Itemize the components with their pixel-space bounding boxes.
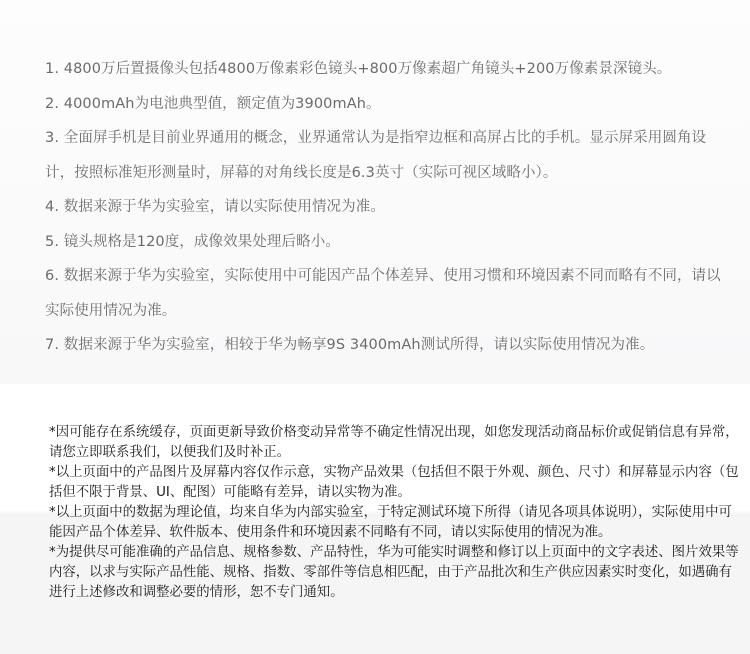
footnote-item: 4. 数据来源于华为实验室，请以实际使用情况为准。 (45, 199, 385, 215)
disclaimer-block (49, 423, 742, 603)
disclaimer-paragraph: *为提供尽可能准确的产品信息、规格参数、产品特性，华为可能实时调整和修订以上页面中的文字表述、图片效果等内容，以求与实际产品性能、规格、指数、零部件等信息相匹配，由于产品批次和生产供应因素实时变化，如遇确有进行上述修改和调整必要的情形，恕不专门通知。 (49, 545, 739, 600)
footnote-item: 3. 全面屏手机是目前业界通用的概念，业界通常认为是指窄边框和高屏占比的手机。显示屏采用圆角设计，按照标准矩形测量时，屏幕的对角线长度是6.3英寸（实际可视区域略小）。 (45, 130, 707, 181)
footnote-item: 5. 镜头规格是120度，成像效果处理后略小。 (45, 233, 340, 250)
disclaimer-paragraph: *以上页面中的数据为理论值，均来自华为内部实验室，于特定测试环境下所得（请见各项具体说明），实际使用中可能因产品个体差异、软件版本、使用条件和环境因素不同略有不同，请以实际使用的情况为准。 (49, 505, 732, 540)
footnote-item: 7. 数据来源于华为实验室，相较于华为畅享9S 3400mAh测试所得，请以实际使用情况为准。 (45, 337, 655, 353)
footnote-item: 2. 4000mAh为电池典型值，额定值为3900mAh。 (45, 95, 381, 112)
footnote-item: 6. 数据来源于华为实验室，实际使用中可能因产品个体差异、使用习惯和环境因素不同而略有不同，请以实际使用情况为准。 (45, 268, 721, 319)
disclaimer-section (0, 384, 750, 654)
disclaimer-paragraph: *以上页面中的产品图片及屏幕内容仅作示意，实物产品效果（包括但不限于外观、颜色、尺寸）和屏幕显示内容（包括但不限于背景、UI、配图）可能略有差异，请以实物为准。 (49, 465, 739, 500)
footnote-item: 1. 4800万后置摄像头包括4800万像素彩色镜头+800万像素超广角镜头+200万像素景深镜头。 (45, 61, 672, 77)
footnote-list (45, 52, 735, 363)
disclaimer-paragraph: *因可能存在系统缓存，页面更新导致价格变动异常等不确定性情况出现，如您发现活动商品标价或促销信息有异常，请您立即联系我们，以便我们及时补正。 (49, 425, 739, 460)
